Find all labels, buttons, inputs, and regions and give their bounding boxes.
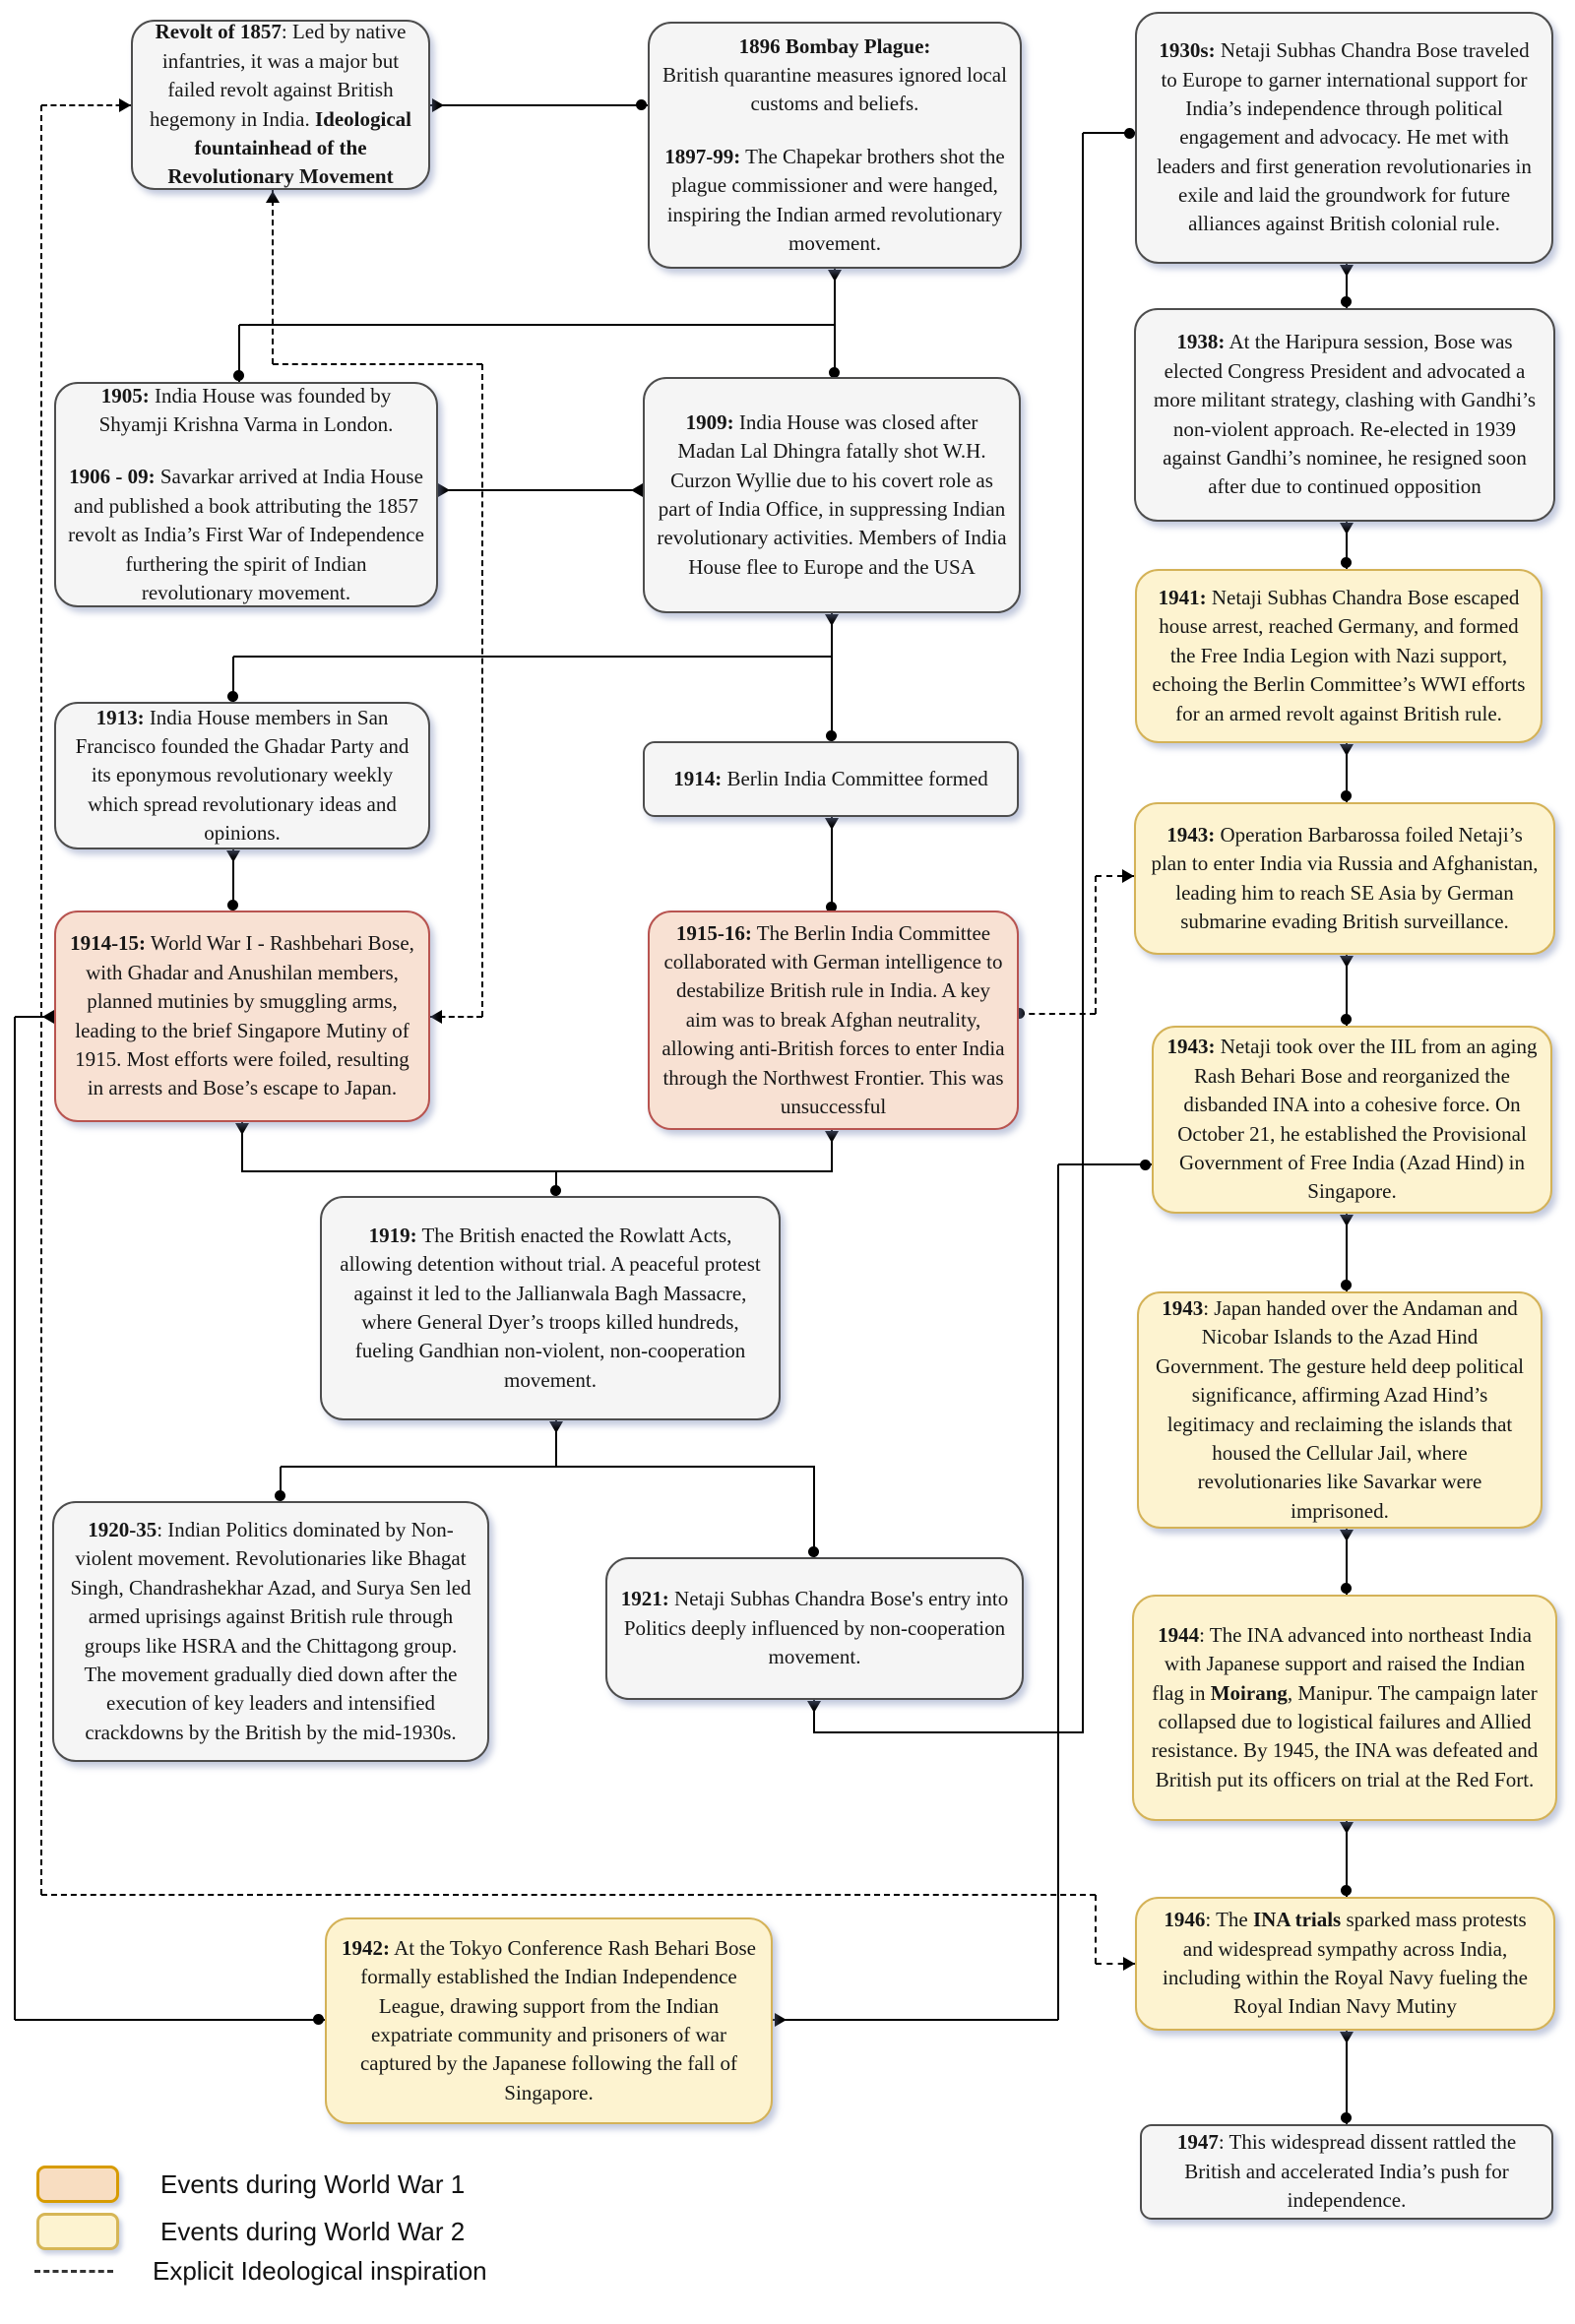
edge-dot: [227, 691, 238, 702]
arrowhead: [235, 1123, 249, 1135]
arrowhead: [1122, 869, 1134, 883]
connector: [430, 104, 648, 106]
event-year: 1897-99:: [664, 144, 741, 168]
event-year: 1906 - 09:: [69, 465, 156, 489]
arrowhead: [1340, 956, 1354, 968]
edge-dot: [1341, 2112, 1352, 2123]
legend-label: Explicit Ideological inspiration: [153, 2256, 487, 2286]
edge-dot: [1341, 1014, 1352, 1025]
arrowhead: [825, 818, 839, 830]
event-year: 1896 Bombay Plague:: [738, 33, 931, 58]
arrowhead: [1123, 1957, 1135, 1971]
arrowhead: [1340, 744, 1354, 756]
edge-dot: [1341, 1280, 1352, 1290]
event-1913-ghadar-party: 1913: India House members in San Francisco founded the Ghadar Party and its eponymous revolutionary weekly which spread revolutionary ideas and opinions.: [54, 702, 430, 849]
edge-dot: [1341, 790, 1352, 801]
connector: [281, 1466, 815, 1468]
connector: [1346, 2031, 1348, 2124]
event-year: 1938:: [1176, 330, 1226, 354]
event-1943-azad-hind: 1943: Netaji took over the IIL from an aging Rash Behari Bose and reorganized the disbanded INA into a cohesive force. On October 21, he established the Provisional Government of Free India (Azad Hind) in Singapore.: [1152, 1026, 1552, 1214]
arrowhead: [549, 1421, 563, 1433]
event-year: 1914-15:: [70, 931, 147, 956]
event-1909-india-house-closed: 1909: India House was closed after Madan Lal Dhingra fatally shot W.H. Curzon Wyllie due to his covert role as part of India Office, in suppressing Indian revolutionary activities. Members of India House flee to Europe and the USA: [643, 377, 1021, 613]
event-year: 1943:: [1166, 1035, 1216, 1059]
edge-dot: [550, 1185, 561, 1196]
dashed-connector: [481, 364, 483, 1017]
connector: [1082, 133, 1084, 1733]
event-1947-independence: 1947: This widespread dissent rattled the British and accelerated India’s push for independence.: [1140, 2124, 1553, 2220]
arrowhead: [266, 191, 280, 203]
connector: [438, 489, 643, 491]
event-1943-andaman-nicobar: 1943: Japan handed over the Andaman and Nicobar Islands to the Azad Hind Government. The gesture held deep political significance, affirming Azad Hind’s legitimacy and reclaiming the islands that housed the Cellular Jail, where revolutionaries like Savarkar were imprisoned.: [1137, 1291, 1543, 1529]
connector: [15, 2019, 325, 2021]
event-1914-berlin-committee: 1914: Berlin India Committee formed: [643, 741, 1019, 817]
event-1914-15-mutinies: 1914-15: World War I - Rashbehari Bose, with Ghadar and Anushilan members, planned mutinies by smuggling arms, leading to the brief Singapore Mutiny of 1915. Most efforts were foiled, resulting in arrests and Bose’s escape to Japan.: [54, 911, 430, 1122]
event-year: 1930s:: [1159, 38, 1216, 63]
connector: [233, 656, 832, 658]
arrowhead: [828, 270, 842, 282]
event-year: 1905:: [100, 383, 150, 408]
ww2-swatch: [36, 2213, 119, 2250]
arrowhead: [825, 614, 839, 626]
edge-dot: [1341, 1885, 1352, 1896]
connector: [831, 817, 833, 912]
event-year: 1919:: [368, 1223, 417, 1247]
event-1915-16-german-collaboration: 1915-16: The Berlin India Committee collaborated with German intelligence to destabilize British rule in India. A key aim was to break Afghan neutrality, allowing anti-British forces to enter India through the Northwest Frontier. This was unsuccessful: [648, 911, 1019, 1130]
dashed-connector: [272, 190, 274, 364]
legend-item-ww1: [36, 2166, 465, 2203]
connector: [239, 324, 835, 326]
event-1938-haripura: 1938: At the Haripura session, Bose was elected Congress President and advocated a more militant strategy, clashing with Gandhi’s non-violent approach. Re-elected in 1939 against Gandhi’s nominee, he resigned soon after due to continued opposition: [1134, 308, 1555, 522]
edge-dot: [1341, 557, 1352, 568]
legend-item-dashed: [34, 2256, 487, 2287]
connector: [831, 613, 833, 741]
ww1-swatch: [36, 2166, 119, 2203]
edge-dot: [1124, 128, 1135, 139]
dashed-connector: [1095, 1895, 1097, 1964]
edge-dot: [1341, 1583, 1352, 1594]
event-year: 1913:: [95, 705, 145, 729]
event-1941-free-india-legion: 1941: Netaji Subhas Chandra Bose escaped house arrest, reached Germany, and formed the Free India Legion with Nazi support, echoing the Berlin Committee’s WWI efforts for an armed revolt against British rule.: [1135, 569, 1543, 743]
event-year: 1915-16:: [675, 920, 752, 945]
arrowhead: [42, 1010, 54, 1024]
event-year: 1921:: [620, 1587, 669, 1611]
dashed-connector: [1019, 1013, 1096, 1015]
event-year: 1942:: [342, 1935, 390, 1960]
legend-label: Events during World War 1: [160, 2168, 466, 2199]
event-year: 1946: [1164, 1908, 1206, 1932]
dashed-connector: [41, 1894, 1096, 1896]
event-year: 1914:: [673, 766, 723, 790]
event-1919-rowlatt-acts: 1919: The British enacted the Rowlatt Acts, allowing detention without trial. A peaceful protest against it led to the Jallianwala Bagh Massacre, where General Dyer’s troops killed hundreds, fueling Gandhian non-violent, non-cooperation movement.: [320, 1196, 781, 1420]
connector: [1058, 1163, 1152, 1165]
connector: [1057, 1164, 1059, 2020]
arrowhead: [1340, 1215, 1354, 1226]
arrowhead: [775, 2013, 787, 2027]
connector: [813, 1467, 815, 1557]
event-year: 1943: [1162, 1295, 1204, 1320]
legend-item-ww2: [36, 2213, 465, 2250]
edge-dot: [826, 730, 837, 741]
event-1943-barbarossa: 1943: Operation Barbarossa foiled Netaji’s plan to enter India via Russia and Afghanistan, leading him to reach SE Asia by German submarine evading British surveillance.: [1134, 802, 1555, 955]
event-year: 1920-35: [88, 1517, 158, 1541]
dashed-line-sample: [34, 2270, 113, 2273]
arrowhead: [1340, 523, 1354, 534]
edge-dot: [275, 1490, 285, 1501]
event-1920-35-armed-uprisings: 1920-35: Indian Politics dominated by Non-violent movement. Revolutionaries like Bhagat Singh, Chandrashekhar Azad, and Surya Sen led armed uprisings against British rule through groups like HSRA and the Chittagong group. The movement gradually died down after the execution of key leaders and intensified crackdowns by the British by the mid-1930s.: [52, 1501, 489, 1762]
arrowhead: [1340, 1822, 1354, 1834]
dashed-connector: [273, 363, 482, 365]
arrowhead: [825, 1131, 839, 1143]
arrowhead: [438, 483, 450, 497]
arrowhead: [807, 1701, 821, 1713]
event-1857-revolt: Revolt of 1857: Led by native infantries, it was a major but failed revolt against British hegemony in India. Ideological fountainhead of the Revolutionary Movement: [131, 20, 430, 190]
event-year: 1909:: [685, 409, 734, 434]
edge-dot: [227, 900, 238, 911]
edge-dot: [1140, 1160, 1151, 1170]
arrowhead: [1340, 1530, 1354, 1541]
dashed-connector: [1095, 876, 1097, 1014]
arrowhead: [119, 98, 131, 112]
event-1944-ina-advance: 1944: The INA advanced into northeast India with Japanese support and raised the Indian flag in Moirang, Manipur. The campaign later collapsed due to logistical failures and Allied resistance. By 1945, the INA was defeated and British put its officers on trial at the Red Fort.: [1132, 1595, 1557, 1821]
event-1921-bose-politics: 1921: Netaji Subhas Chandra Bose's entry into Politics deeply influenced by non-cooperation movement.: [605, 1557, 1024, 1700]
arrowhead: [432, 98, 444, 112]
event-1942-tokyo-conference: 1942: At the Tokyo Conference Rash Behari Bose formally established the Indian Independence League, drawing support from the Indian expatriate community and prisoners of war captured by the Japanese following the fall of Singapore.: [325, 1917, 773, 2124]
connector: [241, 1170, 833, 1172]
edge-dot: [233, 370, 244, 381]
legend-label: Events during World War 2: [160, 2216, 466, 2246]
dashed-connector: [40, 105, 42, 1895]
arrowhead: [430, 1010, 442, 1024]
event-year: 1947: [1176, 2130, 1219, 2155]
edge-dot: [313, 2014, 324, 2025]
connector: [14, 1017, 16, 2020]
event-year: 1944: [1158, 1622, 1200, 1647]
edge-dot: [1341, 296, 1352, 307]
connector: [773, 2019, 1058, 2021]
event-year: 1943:: [1166, 822, 1216, 847]
event-1930s-bose-europe: 1930s: Netaji Subhas Chandra Bose traveled to Europe to garner international support for India’s independence through political engagement and advocacy. He met with leaders and first generation revolutionaries in exile and laid the groundwork for future alliances against British colonial rule.: [1135, 12, 1553, 264]
arrowhead: [226, 850, 240, 862]
arrowhead: [1340, 2032, 1354, 2043]
connector: [814, 1731, 1084, 1733]
event-year: 1941:: [1158, 586, 1207, 610]
arrowhead: [631, 483, 643, 497]
event-1905-india-house: 1905: India House was founded by Shyamji Krishna Varma in London. 1906 - 09: Savarkar arrived at India House and published a book attributing the 1857 revolt as India’s First War of Independence furthering the spirit of Indian revolutionary movement.: [54, 382, 438, 607]
edge-dot: [808, 1546, 819, 1557]
event-1896-bombay-plague: 1896 Bombay Plague: British quarantine measures ignored local customs and beliefs. 1897-99: The Chapekar brothers shot the plague commissioner and were hanged, inspiring the Indian armed revolutionary movement.: [648, 22, 1022, 269]
event-1946-ina-trials: 1946: The INA trials sparked mass protests and widespread sympathy across India, including within the Royal Navy fueling the Royal Indian Navy Mutiny: [1135, 1897, 1555, 2031]
dashed-connector: [41, 104, 131, 106]
edge-dot: [636, 99, 647, 110]
arrowhead: [1340, 265, 1354, 277]
event-year: Revolt of 1857: [155, 20, 282, 44]
